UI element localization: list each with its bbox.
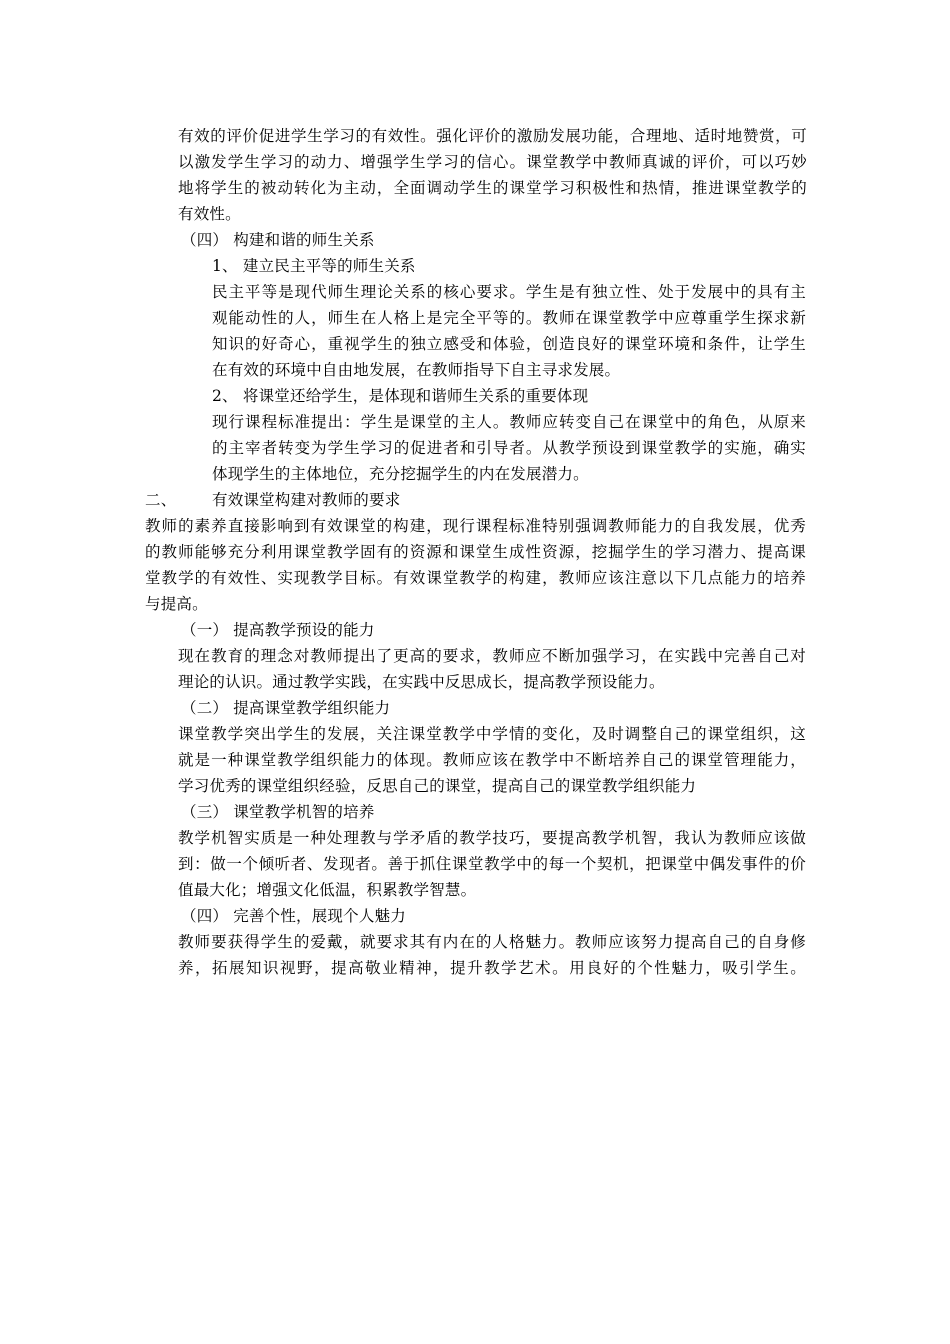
paragraph-line: 的主宰者转变为学生学习的促进者和引导者。从教学预设到课堂教学的实施，确实 <box>212 439 806 457</box>
paragraph-line: 的教师能够充分利用课堂教学固有的资源和课堂生成性资源，挖掘学生的学习潜力、提高课 <box>145 543 806 561</box>
subsection-heading: 1、 建立民主平等的师生关系 <box>212 257 416 275</box>
paragraph-line: 养，拓展知识视野，提高敬业精神，提升教学艺术。用良好的个性魅力，吸引学生。 <box>178 959 806 977</box>
paragraph-line: 现在教育的理念对教师提出了更高的要求，教师应不断加强学习，在实践中完善自己对 <box>178 647 806 665</box>
paragraph-line: 堂教学的有效性、实现教学目标。有效课堂教学的构建，教师应该注意以下几点能力的培养 <box>145 569 806 587</box>
paragraph-line: 现行课程标准提出：学生是课堂的主人。教师应转变自己在课堂中的角色，从原来 <box>212 413 806 431</box>
section-heading: （四） 完善个性，展现个人魅力 <box>181 907 406 925</box>
paragraph-line: 观能动性的人，师生在人格上是完全平等的。教师在课堂教学中应尊重学生探求新 <box>212 309 806 327</box>
paragraph-line: 与提高。 <box>145 595 208 613</box>
part-title: 有效课堂构建对教师的要求 <box>212 491 401 509</box>
paragraph-line: 就是一种课堂教学组织能力的体现。教师应该在教学中不断培养自己的课堂管理能力， <box>178 751 806 769</box>
paragraph-line: 地将学生的被动转化为主动，全面调动学生的课堂学习积极性和热情，推进课堂教学的 <box>178 179 807 197</box>
section-heading: （三） 课堂教学机智的培养 <box>181 803 375 821</box>
paragraph-line: 值最大化；增强文化低温，积累教学智慧。 <box>178 881 477 899</box>
paragraph-line: 有效的评价促进学生学习的有效性。强化评价的激励发展功能，合理地、适时地赞赏，可 <box>178 127 807 145</box>
paragraph-line: 到：做一个倾听者、发现者。善于抓住课堂教学中的每一个契机，把课堂中偶发事件的价 <box>178 855 806 873</box>
paragraph-line: 体现学生的主体地位，充分挖掘学生的内在发展潜力。 <box>212 465 589 483</box>
section-heading: （一） 提高教学预设的能力 <box>181 621 375 639</box>
subsection-heading: 2、 将课堂还给学生，是体现和谐师生关系的重要体现 <box>212 387 589 405</box>
part-number: 二、 <box>145 491 177 509</box>
paragraph-line: 教学机智实质是一种处理教与学矛盾的教学技巧，要提高教学机智，我认为教师应该做 <box>178 829 806 847</box>
paragraph-line: 民主平等是现代师生理论关系的核心要求。学生是有独立性、处于发展中的具有主 <box>212 283 806 301</box>
paragraph-line: 在有效的环境中自由地发展，在教师指导下自主寻求发展。 <box>212 361 621 379</box>
paragraph-line: 以激发学生学习的动力、增强学生学习的信心。课堂教学中教师真诚的评价，可以巧妙 <box>178 153 807 171</box>
paragraph-line: 理论的认识。通过教学实践，在实践中反思成长，提高教学预设能力。 <box>178 673 665 691</box>
section-heading: （二） 提高课堂教学组织能力 <box>181 699 391 717</box>
section-heading: （四） 构建和谐的师生关系 <box>181 231 375 249</box>
paragraph-line: 教师要获得学生的爱戴，就要求其有内在的人格魅力。教师应该努力提高自己的自身修 <box>178 933 806 951</box>
paragraph-line: 教师的素养直接影响到有效课堂的构建，现行课程标准特别强调教师能力的自我发展，优秀 <box>145 517 806 535</box>
paragraph-line: 有效性。 <box>178 205 241 223</box>
paragraph-line: 学习优秀的课堂组织经验，反思自己的课堂，提高自己的课堂教学组织能力 <box>178 777 697 795</box>
paragraph-line: 课堂教学突出学生的发展，关注课堂教学中学情的变化，及时调整自己的课堂组织，这 <box>178 725 806 743</box>
paragraph-line: 知识的好奇心，重视学生的独立感受和体验，创造良好的课堂环境和条件，让学生 <box>212 335 806 353</box>
